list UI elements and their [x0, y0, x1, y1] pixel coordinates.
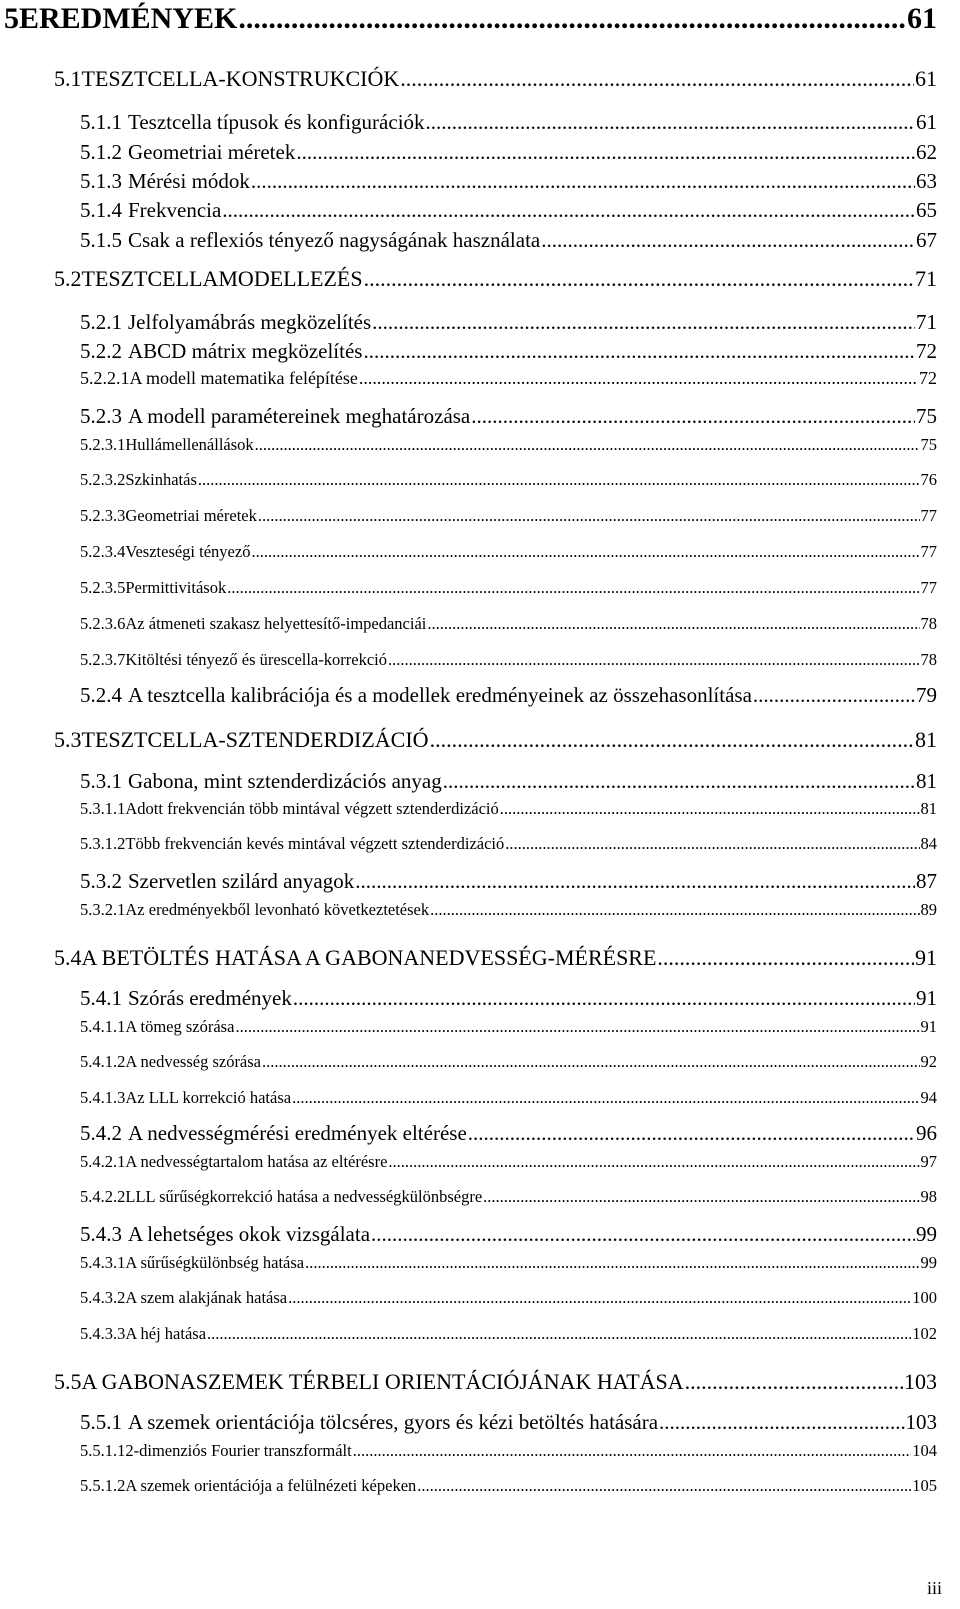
toc-entry-page: 97	[920, 1152, 937, 1171]
toc-entry-page: 105	[912, 1476, 937, 1495]
toc-entry[interactable]	[80, 169, 937, 194]
toc-entry-title: A tesztcella kalibrációja és a modellek eredményeinek az összehasonlítása	[128, 683, 752, 707]
toc-entry-title: TESZTCELLAMODELLEZÉS	[81, 266, 363, 291]
toc-entry-number: 5.2.3.1	[80, 435, 126, 454]
dot-leader	[238, 2, 906, 36]
dot-leader	[305, 1253, 919, 1273]
toc-entry-page: 75	[920, 435, 937, 454]
toc-entry[interactable]	[80, 683, 937, 708]
dot-leader	[262, 1052, 919, 1072]
toc-entry-number: 5.2.2.1	[80, 368, 130, 388]
dot-leader	[353, 1441, 912, 1461]
toc-entry-page: 87	[916, 869, 937, 893]
toc-entry-number: 5.2.3.6	[80, 614, 126, 633]
toc-entry-number: 5.4.1.1	[80, 1017, 126, 1036]
toc-entry-page: 100	[912, 1288, 937, 1307]
toc-entry[interactable]	[80, 1253, 937, 1273]
toc-entry[interactable]	[80, 506, 937, 526]
dot-leader	[251, 542, 919, 562]
toc-entry-number: 5.5.1.1	[80, 1441, 126, 1460]
dot-leader	[685, 1369, 903, 1395]
toc-entry[interactable]	[80, 869, 937, 894]
toc-entry-page: 91	[916, 986, 937, 1010]
toc-entry-number: 5.1	[54, 66, 82, 91]
toc-entry-title: TESZTCELLA-KONSTRUKCIÓK	[81, 66, 400, 91]
toc-entry-number: 5.4.1.3	[80, 1088, 126, 1107]
dot-leader	[222, 198, 915, 223]
toc-entry-number: 5.5	[54, 1369, 82, 1394]
toc-entry-title: 2-dimenziós Fourier transzformált	[125, 1441, 352, 1460]
dot-leader	[430, 900, 919, 920]
dot-leader	[207, 1324, 911, 1344]
toc-entry-number: 5.2.3.3	[80, 506, 126, 525]
toc-entry-title: A szemek orientációja tölcséres, gyors és kézi betöltés hatására	[128, 1410, 659, 1434]
dot-leader	[296, 140, 915, 165]
toc-entry-title: ABCD mátrix megközelítés	[128, 339, 363, 363]
toc-entry[interactable]	[80, 1088, 937, 1108]
toc-entry[interactable]	[80, 110, 937, 135]
toc-entry-number: 5.2.2	[80, 339, 122, 363]
toc-entry-number: 5.2.4	[80, 683, 122, 707]
toc-entry-title: Szórás eredmények	[128, 986, 292, 1010]
toc-entry-number: 5.2.3.2	[80, 470, 126, 489]
toc-entry-page: 91	[915, 945, 937, 970]
toc-entry[interactable]	[80, 1152, 937, 1172]
toc-entry-page: 61	[907, 2, 937, 35]
toc-entry-page: 63	[916, 169, 937, 193]
toc-entry-page: 84	[920, 834, 937, 853]
toc-entry-page: 76	[920, 470, 937, 489]
dot-leader	[427, 614, 919, 634]
dot-leader	[372, 310, 915, 335]
toc-entry-title: Geometriai méretek	[125, 506, 257, 525]
toc-entry-title: A nedvességtartalom hatása az eltérésre	[125, 1152, 388, 1171]
toc-entry-number: 5.4.3.2	[80, 1288, 126, 1307]
toc-entry-page: 79	[916, 683, 937, 707]
dot-leader	[753, 683, 915, 708]
toc-entry-title: Geometriai méretek	[128, 140, 296, 164]
toc-entry[interactable]	[80, 1288, 937, 1308]
toc-entry[interactable]	[80, 900, 937, 920]
toc-entry-title: Mérési módok	[128, 169, 250, 193]
toc-entry-page: 81	[916, 769, 937, 793]
toc-entry-page: 89	[920, 900, 937, 919]
toc-entry[interactable]	[80, 435, 937, 455]
toc-entry[interactable]	[80, 542, 937, 562]
toc-entry-page: 72	[916, 339, 937, 363]
dot-leader	[471, 404, 915, 429]
dot-leader	[258, 506, 920, 526]
toc-entry-title: A nedvességmérési eredmények eltérése	[128, 1121, 467, 1145]
dot-leader	[468, 1121, 915, 1146]
toc-entry-number: 5.2.1	[80, 310, 122, 334]
dot-leader	[657, 945, 914, 971]
toc-entry-number: 5.3.2.1	[80, 900, 126, 919]
toc-entry-page: 72	[919, 368, 937, 388]
toc-entry-title: A modell paramétereinek meghatározása	[128, 404, 471, 428]
toc-entry-page: 103	[905, 1410, 937, 1434]
dot-leader	[426, 110, 915, 135]
toc-entry[interactable]	[54, 727, 937, 753]
toc-entry-number: 5.2	[54, 266, 82, 291]
toc-entry-page: 61	[916, 110, 937, 134]
dot-leader	[255, 435, 920, 455]
toc-entry[interactable]	[80, 578, 937, 598]
toc-entry-page: 67	[916, 228, 937, 252]
dot-leader	[430, 727, 914, 753]
toc-entry-title: A tömeg szórása	[125, 1017, 235, 1036]
toc-entry-number: 5.3.1.1	[80, 799, 126, 818]
toc-entry-title: Permittivitások	[125, 578, 227, 597]
toc-entry[interactable]	[80, 834, 937, 854]
toc-entry-title: Jelfolyamábrás megközelítés	[128, 310, 372, 334]
toc-entry[interactable]	[80, 470, 937, 490]
toc-entry-title: A lehetséges okok vizsgálata	[128, 1222, 371, 1246]
toc-entry-number: 5.1.3	[80, 169, 122, 193]
dot-leader	[541, 228, 915, 253]
toc-entry-number: 5.2.3.7	[80, 650, 126, 669]
toc-entry[interactable]	[80, 769, 937, 794]
toc-entry-page: 65	[916, 198, 937, 222]
toc-entry-number: 5.4	[54, 945, 82, 970]
toc-entry-page: 94	[920, 1088, 937, 1107]
toc-entry-title: A BETÖLTÉS HATÁSA A GABONANEDVESSÉG-MÉRÉSRE	[81, 945, 657, 970]
toc-entry-title: Az LLL korrekció hatása	[125, 1088, 292, 1107]
toc-entry[interactable]	[80, 1476, 937, 1496]
toc-entry-page: 61	[915, 66, 937, 91]
dot-leader	[400, 66, 914, 92]
toc-entry-page: 81	[920, 799, 937, 818]
dot-leader	[388, 650, 920, 670]
toc-entry[interactable]	[54, 66, 937, 92]
dot-leader	[251, 169, 915, 194]
toc-entry[interactable]	[80, 140, 937, 165]
toc-entry[interactable]	[4, 2, 937, 36]
dot-leader	[505, 834, 919, 854]
dot-leader	[292, 1088, 919, 1108]
toc-entry-title: Szkinhatás	[125, 470, 197, 489]
toc-entry[interactable]	[80, 986, 937, 1011]
dot-leader	[293, 986, 915, 1011]
toc-entry-number: 5.1.2	[80, 140, 122, 164]
toc-entry-page: 71	[916, 310, 937, 334]
dot-leader	[364, 266, 914, 292]
toc-entry-number: 5.4.3	[80, 1222, 122, 1246]
toc-entry-page: 99	[916, 1222, 937, 1246]
toc-entry-page: 78	[920, 650, 937, 669]
toc-entry[interactable]	[54, 266, 937, 292]
page-number: iii	[926, 1578, 942, 1598]
toc-entry[interactable]	[80, 404, 937, 429]
toc-entry-page: 77	[920, 542, 937, 561]
toc-entry-title: A nedvesség szórása	[125, 1052, 262, 1071]
toc-entry[interactable]	[80, 1052, 937, 1072]
toc-entry-page: 96	[916, 1121, 937, 1145]
dot-leader	[288, 1288, 911, 1308]
toc-entry-number: 5.4.2	[80, 1121, 122, 1145]
toc-entry-title: Veszteségi tényező	[125, 542, 251, 561]
toc-entry-number: 5.5.1	[80, 1410, 122, 1434]
toc-entry-title: TESZTCELLA-SZTENDERDIZÁCIÓ	[81, 727, 429, 752]
dot-leader	[500, 799, 920, 819]
toc-entry-page: 71	[915, 266, 937, 291]
toc-entry[interactable]	[80, 799, 937, 819]
toc-entry[interactable]	[80, 1121, 937, 1146]
toc-entry-number: 5.1.4	[80, 198, 122, 222]
toc-entry[interactable]	[80, 310, 937, 335]
toc-entry-title: A sűrűségkülönbség hatása	[125, 1253, 305, 1272]
toc-entry[interactable]	[80, 1441, 937, 1461]
toc-entry-title: Kitöltési tényező és ürescella-korrekció	[125, 650, 387, 669]
toc-entry-number: 5.3	[54, 727, 82, 752]
toc-entry-number: 5.1.1	[80, 110, 122, 134]
toc-entry-number: 5	[4, 2, 19, 35]
toc-entry-title: Frekvencia	[128, 198, 222, 222]
toc-entry[interactable]	[54, 1369, 937, 1395]
toc-entry-number: 5.4.3.3	[80, 1324, 126, 1343]
toc-entry-title: Tesztcella típusok és konfigurációk	[128, 110, 425, 134]
toc-entry-number: 5.4.2.2	[80, 1187, 126, 1206]
toc-entry-page: 102	[912, 1324, 937, 1343]
toc-entry[interactable]	[80, 614, 937, 634]
toc-entry-number: 5.2.3.4	[80, 542, 126, 561]
toc-entry-page: 91	[920, 1017, 937, 1036]
toc-entry[interactable]	[80, 1324, 937, 1344]
toc-entry-page: 77	[920, 578, 937, 597]
toc-entry-page: 77	[920, 506, 937, 525]
dot-leader	[371, 1222, 915, 1247]
dot-leader	[355, 869, 915, 894]
toc-entry[interactable]	[80, 368, 937, 389]
dot-leader	[363, 339, 915, 364]
toc-entry-number: 5.2.3	[80, 404, 122, 428]
toc-entry[interactable]	[80, 1222, 937, 1247]
toc-entry-page: 103	[904, 1369, 937, 1394]
toc-entry-title: LLL sűrűségkorrekció hatása a nedvességkülönbségre	[125, 1187, 483, 1206]
toc-entry-page: 62	[916, 140, 937, 164]
toc-entry-page: 75	[916, 404, 937, 428]
toc-entry-number: 5.4.1.2	[80, 1052, 126, 1071]
toc-entry-number: 5.1.5	[80, 228, 122, 252]
dot-leader	[227, 578, 919, 598]
toc-entry-title: Több frekvencián kevés mintával végzett sztenderdizáció	[125, 834, 505, 853]
toc-entry-title: Szervetlen szilárd anyagok	[128, 869, 355, 893]
dot-leader	[443, 769, 915, 794]
dot-leader	[659, 1410, 904, 1435]
toc-entry-title: Az átmeneti szakasz helyettesítő-impedanciái	[125, 614, 427, 633]
toc-entry[interactable]	[80, 198, 937, 223]
toc-entry-title: EREDMÉNYEK	[19, 2, 238, 35]
toc-entry-title: Az eredményekből levonható következtetések	[125, 900, 430, 919]
toc-entry[interactable]	[80, 1017, 937, 1037]
toc-entry-number: 5.4.2.1	[80, 1152, 126, 1171]
toc-entry-title: Adott frekvencián több mintával végzett sztenderdizáció	[125, 799, 499, 818]
toc-entry-page: 78	[920, 614, 937, 633]
toc-entry[interactable]	[80, 650, 937, 670]
toc-entry[interactable]	[80, 1187, 937, 1207]
toc-entry-title: Gabona, mint sztenderdizációs anyag	[128, 769, 442, 793]
toc-entry-title: A GABONASZEMEK TÉRBELI ORIENTÁCIÓJÁNAK HATÁSA	[81, 1369, 684, 1394]
toc-entry-number: 5.4.3.1	[80, 1253, 126, 1272]
toc-entry-title: A héj hatása	[125, 1324, 207, 1343]
toc-entry[interactable]	[80, 1410, 937, 1435]
toc-entry-number: 5.4.1	[80, 986, 122, 1010]
toc-entry-page: 81	[915, 727, 937, 752]
toc-entry-number: 5.3.2	[80, 869, 122, 893]
toc-entry-page: 99	[920, 1253, 937, 1272]
toc-entry-title: A szemek orientációja a felülnézeti képeken	[125, 1476, 417, 1495]
toc-entry-title: A szem alakjának hatása	[125, 1288, 288, 1307]
toc-entry[interactable]	[80, 228, 937, 253]
dot-leader	[235, 1017, 919, 1037]
toc-entry[interactable]	[80, 339, 937, 364]
toc-entry-number: 5.3.1	[80, 769, 122, 793]
dot-leader	[359, 368, 918, 389]
toc-entry-title: A modell matematika felépítése	[129, 368, 358, 388]
toc-entry-number: 5.2.3.5	[80, 578, 126, 597]
toc-entry-page: 98	[920, 1187, 937, 1206]
toc-entry-title: Hullámellenállások	[125, 435, 254, 454]
toc-entry-title: Csak a reflexiós tényező nagyságának használata	[128, 228, 541, 252]
toc-entry-number: 5.5.1.2	[80, 1476, 126, 1495]
toc-entry-page: 92	[920, 1052, 937, 1071]
dot-leader	[483, 1187, 919, 1207]
dot-leader	[388, 1152, 919, 1172]
toc-entry[interactable]	[54, 945, 937, 971]
toc-entry-number: 5.3.1.2	[80, 834, 126, 853]
dot-leader	[198, 470, 920, 490]
toc-entry-page: 104	[912, 1441, 937, 1460]
dot-leader	[417, 1476, 911, 1496]
